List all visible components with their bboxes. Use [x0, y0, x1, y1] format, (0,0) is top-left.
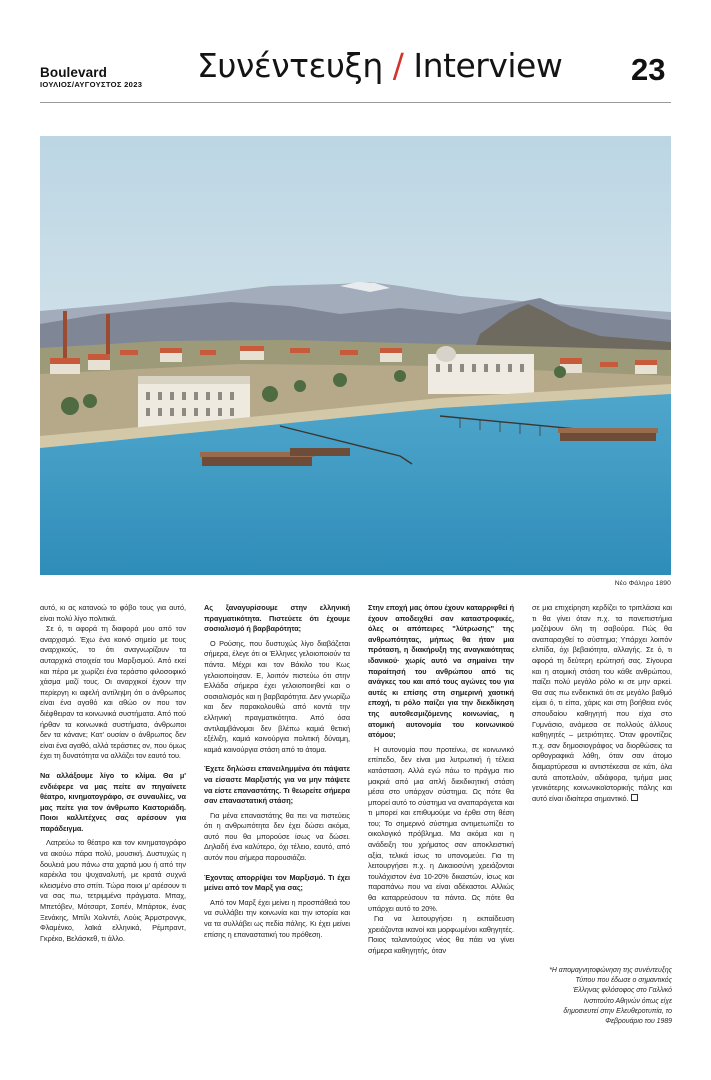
article-column-2: [204, 603, 350, 940]
article-column-3: [368, 603, 514, 957]
paragraph: Η αυτονομία που προτείνω, σε κοινωνικό επίπεδο, δεν είναι μια λυτρωτική ή τέλεια κατάσταση. Αλλά εγώ πάω το πράγμα πιο μακριά από μια απλή διεκδικητική στάση μέσα στο υπάρχον σύστημα. Ως πότε θα μπορεί αυτό το σύστημα να αναπαράγεται και τι μπορεί και επιθυμούμε να έρθει στη θέση του; Το σημερινό σύστημα αντιμετωπίζει το οικολογικό πρόβλημα. Μα ακόμα και η ανάδειξη του χρήματος σαν αποκλειστική αξία, τελικά ίσως το υπονομεύει. Για τη λειτουργήσει π.χ. η Δικαιοσύνη χρειάζονται τουλάχιστον ένα 10-20% δικαστών, ίσως και παραπάνω που να είναι αδέκαστοι. Αλλιώς θα καταρρεύσουν τα πάντα. Ως πότε θα υπάρχει αυτό το 20%.: [368, 744, 514, 913]
paragraph: Λατρεύω το θέατρο και τον κινηματογράφο να ακούω πάρα πολύ, μουσική. Δυστυχώς η δουλειά μου πάνω στα χαρτιά μου ή από την καρέκλα του ψυχαναλυτή, με κρατά συχνά κλεισμένο στο σπίτι. Τώρα ποιοι μ' αρέσουν τι να σας πω, τετριμμένα πράγματα. Μπαχ, Μπετόβεν, Μότσαρτ, Σοπέν, Μπάρτοκ, ένας Ξενάκης, Μπίλι Χολιντέι, Λούις Άρμστρονγκ, Φλαμένκο, λαϊκά ελληνικά, Ρέμπραντ, Γκρέκο, Βελάσκεθ, τι άλλο.: [40, 838, 186, 943]
page-number: 23: [631, 52, 666, 87]
photo-illustration: [40, 136, 671, 575]
section-title-english: Interview: [413, 46, 563, 85]
magazine-brand: Boulevard: [40, 65, 107, 80]
paragraph-text: σε μια επιχείρηση κερδίζει το τριπλάσια και τι θα γίνει όταν π.χ. τα πανεπιστήμια μαζέψουν όλη τη σαβούρα. Πώς θα αναπαραχθεί το σύστημα; Υπάρχει λοιπόν ελπίδα, όχι βεβαιότητα, αλλαγής. Σε ό, τι αφορά τη δεύτερη ερώτησή σας. Σίγουρα και η ατομική στάση του κάθε ανθρώπου, παίζει πολύ μεγάλο ρόλο κι σε μην αρκεί. Θα σας πω ενδεικτικά ότι σε μεγάλο βαθμό είμαι ό, τι είπα, χάρις και στη βοήθεια ενός σπουδαίου καθηγητή που είχα στο Γυμνάσιο, ανάμεσα σε πολλούς άλλους καθηγητές – μετριότητες. Όταν φροντίζεις π.χ. σαν δημοσιογράφος να διορθώσεις τα ορθογραφικά λάθη, όταν σαν άτομο διαμαρτύρεσαι κι αντιστέκεσαι σε κάτι, όλα αυτά αποτελούν, αδιάφορα, τμήμα μιας γενικότερης κοινωνικοϊστορικής πάλης και αυτό είναι ιδιαίτερα σημαντικό.: [532, 603, 672, 803]
paragraph: Ο Ρούσης, που δυστυχώς λίγο διαβάζεται σήμερα, έλεγε ότι οι Έλληνες γελοιοποιούν τα πάντα. Μέχρι και τον Βάκιλο του Κως γελοιοποίησαν. Ε, λοιπόν πιστεύω ότι στην Ελλάδα σήμερα έχει γελοιοποιηθεί και ο σοσιαλισμός και η βαρβαρότητα. Δεν γνωρίζω και δεν παρακολουθώ από κοντά την ελληνική πραγματικότητα. Από όσα αντιλαμβάνομαι δεν βλέπω καμιά θετική εξέλιξη, καμιά καινούργια πολιτική δύναμη, καμιά καινούργια στάση από το άτομα.: [204, 638, 350, 754]
issue-date: ΙΟΥΛΙΟΣ/ΑΥΓΟΥΣΤΟΣ 2023: [40, 80, 143, 89]
end-of-article-icon: [631, 794, 638, 801]
article-column-4: [532, 603, 672, 804]
footnote: *Η απομαγνητοφώνηση της συνέντευξης Τύπου που έδωσε ο σημαντικός Έλληνας φιλόσοφος στο Γαλλικό Ινστιτούτο Αθηνών όπως είχε δημοσιευτεί στην Ελευθεροτυπία, το Φεβρουάριο του 1989: [549, 967, 672, 1026]
masthead: [40, 66, 200, 90]
section-title-slash: /: [392, 46, 404, 85]
historic-photo: [40, 136, 671, 575]
section-title: [197, 46, 562, 85]
article-column-1: [40, 603, 186, 944]
paragraph: [532, 603, 672, 804]
interview-question: Έχετε δηλώσει επανειλημμένα ότι πάψατε να είσαστε Μαρξιστής για να μην πάψετε να είστε επαναστάτης. Τι θεωρείτε σήμερα σαν επαναστατική στάση;: [204, 764, 350, 806]
interview-question: Ας ξαναγυρίσουμε στην ελληνική πραγματικότητα. Πιστεύετε ότι έχουμε σοσιαλισμό ή βαρβαρότητα;: [204, 603, 350, 634]
paragraph: Από τον Μαρξ έχει μείνει η προσπάθειά του να συλλάβει την κοινωνία και την ιστορία και να τα συλλάβει ως πεδία πάλης. Κι έχει μείνει επίσης η επαναστατική του πρόθεση.: [204, 897, 350, 939]
section-title-greek: Συνέντευξη: [197, 46, 383, 85]
interview-question: Στην εποχή μας όπου έχουν καταρριφθεί ή έχουν αποδειχθεί σαν καταστροφικές, όλες οι απόπειρες "λύτρωσης" της ανθρωπότητας, μήπως θα ήταν μια πρόταση, η διακήρυξη της αναγκαιότητας ιδανικού· χωρίς αυτό να σημαίνει την παραίτησή του ανθρώπου από τις ανάγκες του και από τους αγώνες του για αυτές κι επίσης στη σημερινή χαοτική εποχή, τι ρόλο παίζει για την διεκδίκηση της αυτοθεσμιζόμενης κοινωνίας, η ατομική αυτονομία του κοινωνικού ατόμου;: [368, 603, 514, 740]
paragraph: αυτό, κι ας κατανοώ το φόβο τους για αυτό, είναι πολύ λίγο πολιτικά.: [40, 603, 186, 623]
paragraph: Για να λειτουργήσει η εκπαίδευση χρειάζονται ικανοί και μορφωμένοι καθηγητές. Ποιος ταλαντούχος νέος θα πάει να γίνει σήμερα καθηγητής, όταν: [368, 914, 514, 955]
header-divider: [40, 102, 671, 103]
paragraph: Σε ό, τι αφορά τη διαφορά μου από τον αναρχισμό. Έχω ένα κοινό σημείο με τους αναρχικούς, το ότι αναγνωρίζουν τα αυταρχικά στοιχεία του Μαρξισμού. Από εκεί και πέρα με χωρίζει ένα τεράστιο φιλοσοφικό χάσμα μαζί τους. Οι αναρχικοί έχουν την περίεργη κι αφελή αντίληψη ότι ο άνθρωπος είναι ένα αγαθό και αθώο ον που τον διέφθειραν τα κοινωνικά συστήματα. Από πού ήρθαν τα κοινωνικά συστήματα, άνθρωποι δεν τα κάνανε; Κατ' ουσίαν ο άνθρωπος δεν είναι ένα αγαθό, αλλά τεράστιες ον, που όμως έχει τη δυνατότητα να αλλάζει τον εαυτό του.: [40, 624, 186, 761]
paragraph: Για μένα επαναστάτης θα πει να πιστεύεις ότι η ανθρωπότητα δεν έχει δώσει ακόμα, αυτό που θα μπορούσε ίσως να δώσει. Δηλαδή ένα καλύτερο, όχι τέλειο, εαυτό, από αυτόν που σήμερα παρουσιάζει.: [204, 810, 350, 863]
photo-caption: Νέο Φάληρο 1890: [614, 580, 671, 587]
interview-question: Έχοντας απορρίψει τον Μαρξισμό. Τι έχει μείνει από τον Μαρξ για σας;: [204, 872, 350, 893]
interview-question: Να αλλάξουμε λίγο το κλίμα. Θα μ' ενδιέφερε να μας πείτε αν πηγαίνετε θέατρο, κινηματογράφο, σε συναυλίες, να μας πείτε για τον άνθρωπο Καστοριάδη. Ποιοι καλλιτέχνες σας αρέσουν για παράδειγμα.: [40, 770, 186, 833]
